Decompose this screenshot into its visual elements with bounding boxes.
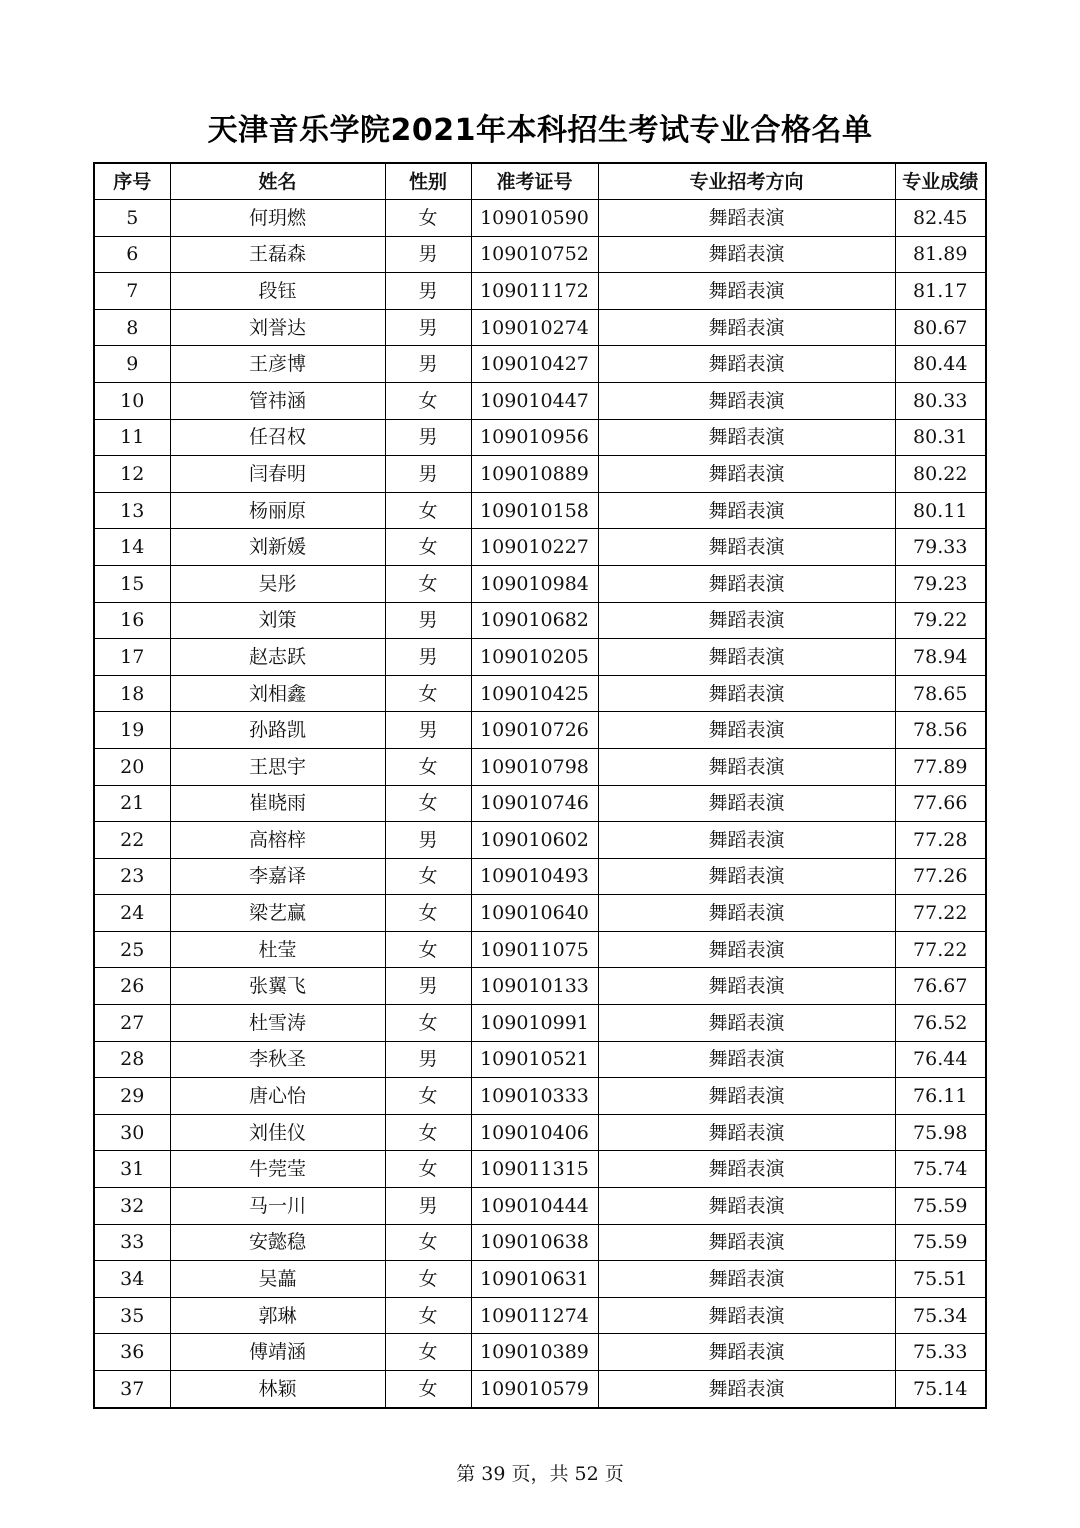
cell-name: 杨丽原	[170, 492, 385, 529]
cell-exam-id: 109010889	[471, 456, 598, 493]
cell-exam-id: 109010631	[471, 1261, 598, 1298]
cell-name: 段钰	[170, 273, 385, 310]
cell-score: 79.23	[895, 565, 986, 602]
cell-name: 郭琳	[170, 1297, 385, 1334]
cell-score: 75.59	[895, 1188, 986, 1225]
header-major: 专业招考方向	[598, 163, 895, 200]
cell-gender: 男	[385, 456, 471, 493]
cell-seq: 27	[94, 1005, 170, 1042]
cell-name: 傅靖涵	[170, 1334, 385, 1371]
cell-major: 舞蹈表演	[598, 931, 895, 968]
cell-seq: 24	[94, 895, 170, 932]
cell-exam-id: 109010333	[471, 1078, 598, 1115]
cell-gender: 女	[385, 1078, 471, 1115]
table-body	[94, 200, 986, 1408]
cell-score: 77.26	[895, 858, 986, 895]
cell-seq: 34	[94, 1261, 170, 1298]
cell-name: 杜雪涛	[170, 1005, 385, 1042]
cell-seq: 12	[94, 456, 170, 493]
cell-name: 刘新媛	[170, 529, 385, 566]
cell-score: 76.52	[895, 1005, 986, 1042]
cell-seq: 29	[94, 1078, 170, 1115]
cell-gender: 男	[385, 712, 471, 749]
cell-name: 崔晓雨	[170, 785, 385, 822]
table-row	[94, 931, 986, 968]
cell-seq: 6	[94, 236, 170, 273]
cell-score: 77.89	[895, 748, 986, 785]
cell-exam-id: 109010444	[471, 1188, 598, 1225]
table-row	[94, 492, 986, 529]
table-row	[94, 309, 986, 346]
cell-score: 77.66	[895, 785, 986, 822]
cell-score: 75.59	[895, 1224, 986, 1261]
cell-exam-id: 109011172	[471, 273, 598, 310]
cell-major: 舞蹈表演	[598, 1188, 895, 1225]
cell-score: 75.33	[895, 1334, 986, 1371]
cell-gender: 女	[385, 895, 471, 932]
cell-seq: 16	[94, 602, 170, 639]
cell-gender: 女	[385, 565, 471, 602]
table-row	[94, 1334, 986, 1371]
cell-major: 舞蹈表演	[598, 1371, 895, 1408]
cell-exam-id: 109010726	[471, 712, 598, 749]
cell-seq: 36	[94, 1334, 170, 1371]
cell-gender: 女	[385, 931, 471, 968]
cell-seq: 11	[94, 419, 170, 456]
cell-gender: 女	[385, 858, 471, 895]
table-row	[94, 236, 986, 273]
table-row	[94, 1261, 986, 1298]
header-seq: 序号	[94, 163, 170, 200]
cell-name: 刘佳仪	[170, 1114, 385, 1151]
table-row	[94, 1188, 986, 1225]
cell-gender: 女	[385, 1334, 471, 1371]
table-row	[94, 712, 986, 749]
cell-score: 75.14	[895, 1371, 986, 1408]
cell-major: 舞蹈表演	[598, 748, 895, 785]
cell-score: 79.22	[895, 602, 986, 639]
table-row	[94, 529, 986, 566]
cell-major: 舞蹈表演	[598, 822, 895, 859]
cell-gender: 男	[385, 1188, 471, 1225]
cell-major: 舞蹈表演	[598, 858, 895, 895]
cell-score: 80.22	[895, 456, 986, 493]
cell-major: 舞蹈表演	[598, 382, 895, 419]
cell-exam-id: 109011274	[471, 1297, 598, 1334]
cell-major: 舞蹈表演	[598, 1151, 895, 1188]
table-row	[94, 382, 986, 419]
cell-major: 舞蹈表演	[598, 419, 895, 456]
table-row	[94, 456, 986, 493]
cell-name: 刘相鑫	[170, 675, 385, 712]
cell-seq: 37	[94, 1371, 170, 1408]
cell-gender: 男	[385, 236, 471, 273]
cell-gender: 女	[385, 785, 471, 822]
cell-gender: 女	[385, 529, 471, 566]
cell-score: 77.22	[895, 895, 986, 932]
header-score: 专业成绩	[895, 163, 986, 200]
cell-name: 任召权	[170, 419, 385, 456]
header-exam-id: 准考证号	[471, 163, 598, 200]
cell-major: 舞蹈表演	[598, 785, 895, 822]
cell-name: 吴藟	[170, 1261, 385, 1298]
cell-major: 舞蹈表演	[598, 492, 895, 529]
table-row	[94, 675, 986, 712]
cell-score: 80.44	[895, 346, 986, 383]
cell-major: 舞蹈表演	[598, 675, 895, 712]
cell-exam-id: 109010447	[471, 382, 598, 419]
cell-seq: 7	[94, 273, 170, 310]
table-row	[94, 346, 986, 383]
table-row	[94, 639, 986, 676]
cell-exam-id: 109010991	[471, 1005, 598, 1042]
cell-major: 舞蹈表演	[598, 200, 895, 237]
cell-exam-id: 109010406	[471, 1114, 598, 1151]
cell-exam-id: 109011075	[471, 931, 598, 968]
table-row	[94, 1005, 986, 1042]
cell-major: 舞蹈表演	[598, 1041, 895, 1078]
cell-exam-id: 109010746	[471, 785, 598, 822]
cell-major: 舞蹈表演	[598, 1005, 895, 1042]
cell-name: 孙路凯	[170, 712, 385, 749]
cell-score: 79.33	[895, 529, 986, 566]
cell-seq: 13	[94, 492, 170, 529]
table-row	[94, 748, 986, 785]
cell-gender: 女	[385, 1151, 471, 1188]
cell-exam-id: 109010579	[471, 1371, 598, 1408]
cell-score: 76.44	[895, 1041, 986, 1078]
cell-major: 舞蹈表演	[598, 529, 895, 566]
cell-gender: 女	[385, 1114, 471, 1151]
cell-name: 杜莹	[170, 931, 385, 968]
cell-score: 81.17	[895, 273, 986, 310]
cell-seq: 15	[94, 565, 170, 602]
results-table	[93, 162, 987, 1409]
table-row	[94, 1041, 986, 1078]
table-row	[94, 273, 986, 310]
cell-name: 刘策	[170, 602, 385, 639]
cell-seq: 20	[94, 748, 170, 785]
cell-name: 马一川	[170, 1188, 385, 1225]
cell-name: 张翼飞	[170, 968, 385, 1005]
cell-exam-id: 109010521	[471, 1041, 598, 1078]
cell-gender: 女	[385, 1261, 471, 1298]
page-footer: 第 39 页，共 52 页	[456, 1463, 624, 1485]
cell-gender: 女	[385, 1371, 471, 1408]
cell-exam-id: 109010798	[471, 748, 598, 785]
table-row	[94, 419, 986, 456]
cell-major: 舞蹈表演	[598, 639, 895, 676]
cell-major: 舞蹈表演	[598, 1078, 895, 1115]
table-row	[94, 565, 986, 602]
cell-major: 舞蹈表演	[598, 1334, 895, 1371]
cell-score: 80.33	[895, 382, 986, 419]
cell-seq: 30	[94, 1114, 170, 1151]
cell-name: 吴彤	[170, 565, 385, 602]
table-row	[94, 1151, 986, 1188]
cell-name: 高榕梓	[170, 822, 385, 859]
cell-major: 舞蹈表演	[598, 273, 895, 310]
cell-seq: 25	[94, 931, 170, 968]
cell-major: 舞蹈表演	[598, 565, 895, 602]
cell-exam-id: 109011315	[471, 1151, 598, 1188]
page-title: 天津音乐学院2021年本科招生考试专业合格名单	[207, 113, 873, 148]
cell-score: 78.65	[895, 675, 986, 712]
table-row	[94, 1078, 986, 1115]
cell-score: 78.56	[895, 712, 986, 749]
cell-score: 75.98	[895, 1114, 986, 1151]
table-row	[94, 602, 986, 639]
cell-name: 安懿稳	[170, 1224, 385, 1261]
cell-exam-id: 109010133	[471, 968, 598, 1005]
cell-seq: 21	[94, 785, 170, 822]
cell-score: 82.45	[895, 200, 986, 237]
cell-name: 闫春明	[170, 456, 385, 493]
cell-seq: 22	[94, 822, 170, 859]
cell-major: 舞蹈表演	[598, 895, 895, 932]
cell-name: 王思宇	[170, 748, 385, 785]
cell-name: 李嘉译	[170, 858, 385, 895]
cell-name: 唐心怡	[170, 1078, 385, 1115]
table-row	[94, 895, 986, 932]
cell-exam-id: 109010158	[471, 492, 598, 529]
cell-gender: 女	[385, 1297, 471, 1334]
cell-major: 舞蹈表演	[598, 346, 895, 383]
cell-major: 舞蹈表演	[598, 968, 895, 1005]
cell-name: 李秋圣	[170, 1041, 385, 1078]
cell-major: 舞蹈表演	[598, 1114, 895, 1151]
table-row	[94, 1297, 986, 1334]
cell-score: 76.11	[895, 1078, 986, 1115]
table-row	[94, 822, 986, 859]
cell-major: 舞蹈表演	[598, 236, 895, 273]
header-name: 姓名	[170, 163, 385, 200]
cell-name: 管祎涵	[170, 382, 385, 419]
cell-major: 舞蹈表演	[598, 1224, 895, 1261]
cell-gender: 男	[385, 1041, 471, 1078]
table-row	[94, 785, 986, 822]
cell-name: 王磊森	[170, 236, 385, 273]
cell-exam-id: 109010427	[471, 346, 598, 383]
cell-major: 舞蹈表演	[598, 309, 895, 346]
cell-gender: 男	[385, 639, 471, 676]
cell-exam-id: 109010389	[471, 1334, 598, 1371]
cell-gender: 女	[385, 748, 471, 785]
cell-major: 舞蹈表演	[598, 456, 895, 493]
table-row	[94, 200, 986, 237]
cell-seq: 35	[94, 1297, 170, 1334]
cell-name: 梁艺赢	[170, 895, 385, 932]
table-row	[94, 968, 986, 1005]
cell-score: 75.34	[895, 1297, 986, 1334]
cell-gender: 女	[385, 200, 471, 237]
cell-major: 舞蹈表演	[598, 602, 895, 639]
cell-seq: 9	[94, 346, 170, 383]
cell-gender: 男	[385, 346, 471, 383]
table-row	[94, 858, 986, 895]
cell-exam-id: 109010274	[471, 309, 598, 346]
cell-exam-id: 109010640	[471, 895, 598, 932]
cell-gender: 男	[385, 602, 471, 639]
cell-exam-id: 109010602	[471, 822, 598, 859]
cell-score: 77.28	[895, 822, 986, 859]
cell-gender: 男	[385, 309, 471, 346]
cell-gender: 男	[385, 822, 471, 859]
cell-seq: 5	[94, 200, 170, 237]
cell-score: 78.94	[895, 639, 986, 676]
cell-seq: 23	[94, 858, 170, 895]
cell-score: 75.51	[895, 1261, 986, 1298]
cell-exam-id: 109010205	[471, 639, 598, 676]
cell-score: 77.22	[895, 931, 986, 968]
cell-exam-id: 109010425	[471, 675, 598, 712]
cell-seq: 14	[94, 529, 170, 566]
cell-name: 赵志跃	[170, 639, 385, 676]
cell-gender: 男	[385, 419, 471, 456]
cell-name: 林颖	[170, 1371, 385, 1408]
cell-gender: 女	[385, 1005, 471, 1042]
cell-seq: 26	[94, 968, 170, 1005]
cell-major: 舞蹈表演	[598, 1261, 895, 1298]
cell-score: 81.89	[895, 236, 986, 273]
cell-seq: 32	[94, 1188, 170, 1225]
cell-name: 王彦博	[170, 346, 385, 383]
cell-score: 80.31	[895, 419, 986, 456]
header-gender: 性别	[385, 163, 471, 200]
cell-seq: 19	[94, 712, 170, 749]
table-row	[94, 1371, 986, 1408]
cell-gender: 女	[385, 382, 471, 419]
cell-score: 76.67	[895, 968, 986, 1005]
cell-exam-id: 109010956	[471, 419, 598, 456]
cell-exam-id: 109010638	[471, 1224, 598, 1261]
table-row	[94, 1114, 986, 1151]
cell-gender: 女	[385, 492, 471, 529]
cell-score: 80.11	[895, 492, 986, 529]
cell-seq: 17	[94, 639, 170, 676]
table-row	[94, 1224, 986, 1261]
cell-major: 舞蹈表演	[598, 1297, 895, 1334]
cell-gender: 男	[385, 968, 471, 1005]
cell-name: 牛莞莹	[170, 1151, 385, 1188]
cell-exam-id: 109010493	[471, 858, 598, 895]
cell-exam-id: 109010984	[471, 565, 598, 602]
table-header-row	[94, 163, 986, 200]
cell-seq: 33	[94, 1224, 170, 1261]
cell-gender: 女	[385, 675, 471, 712]
cell-exam-id: 109010227	[471, 529, 598, 566]
cell-seq: 28	[94, 1041, 170, 1078]
cell-name: 刘誉达	[170, 309, 385, 346]
cell-name: 何玥燃	[170, 200, 385, 237]
cell-seq: 31	[94, 1151, 170, 1188]
cell-exam-id: 109010752	[471, 236, 598, 273]
cell-seq: 8	[94, 309, 170, 346]
cell-seq: 18	[94, 675, 170, 712]
cell-major: 舞蹈表演	[598, 712, 895, 749]
cell-seq: 10	[94, 382, 170, 419]
cell-score: 80.67	[895, 309, 986, 346]
cell-gender: 男	[385, 273, 471, 310]
cell-score: 75.74	[895, 1151, 986, 1188]
cell-gender: 女	[385, 1224, 471, 1261]
cell-exam-id: 109010682	[471, 602, 598, 639]
cell-exam-id: 109010590	[471, 200, 598, 237]
